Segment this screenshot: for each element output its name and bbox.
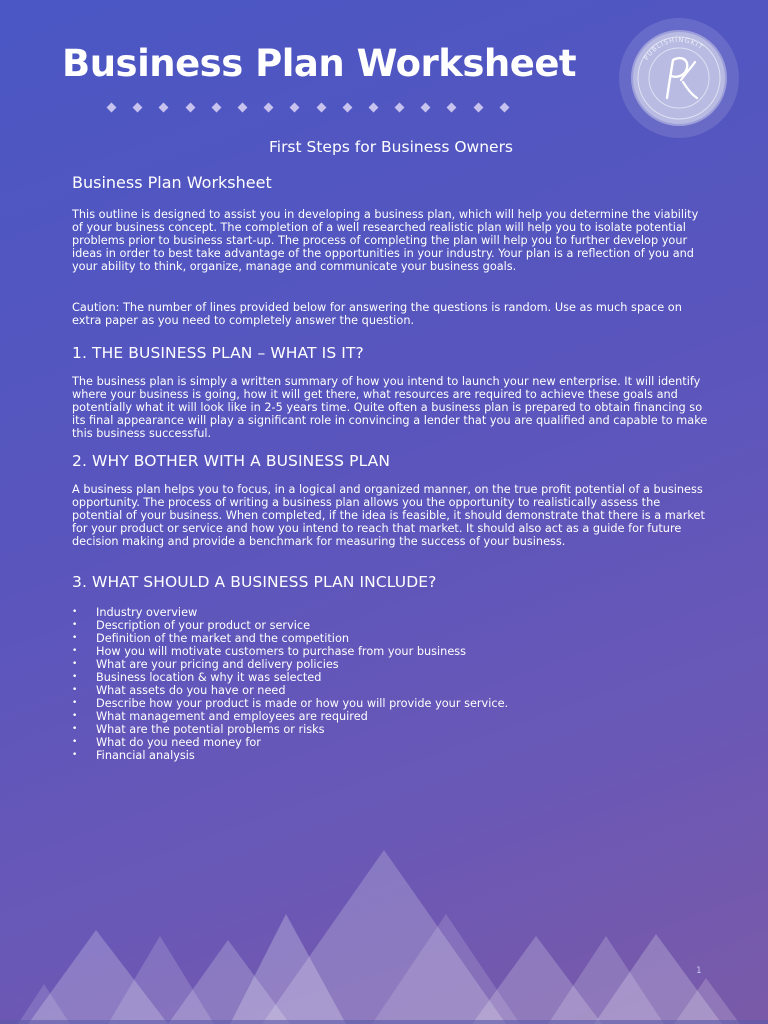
page-title: Business Plan Worksheet bbox=[62, 42, 577, 85]
diamond-divider bbox=[108, 101, 508, 113]
bullet-icon: • bbox=[72, 672, 78, 682]
diamond-icon bbox=[237, 102, 247, 112]
mountain-pattern bbox=[0, 844, 768, 1024]
bullet-icon: • bbox=[72, 711, 78, 721]
list-item: • Definition of the market and the competition bbox=[72, 632, 350, 645]
list-item: • What do you need money for bbox=[72, 736, 261, 749]
diamond-icon bbox=[395, 102, 405, 112]
diamond-icon bbox=[368, 102, 378, 112]
diamond-icon bbox=[133, 102, 143, 112]
list-item: • Business location & why it was selected bbox=[72, 671, 322, 684]
bullet-icon: • bbox=[72, 724, 78, 734]
bullet-icon: • bbox=[72, 607, 78, 617]
bullet-icon: • bbox=[72, 620, 78, 630]
intro-heading: Business Plan Worksheet bbox=[72, 173, 272, 192]
bullet-icon: • bbox=[72, 685, 78, 695]
bullet-icon: • bbox=[72, 659, 78, 669]
diamond-icon bbox=[159, 102, 169, 112]
caution-paragraph: Caution: The number of lines provided below for answering the questions is random. Use as much space on extra paper as you need to completely answer the question. bbox=[72, 301, 682, 327]
plan-contents-list bbox=[72, 606, 508, 762]
list-item: • Industry overview bbox=[72, 606, 198, 619]
logo-badge bbox=[633, 32, 725, 124]
diamond-icon bbox=[185, 102, 195, 112]
section-2-heading: 2. WHY BOTHER WITH A BUSINESS PLAN bbox=[72, 452, 391, 470]
diamond-icon bbox=[264, 102, 274, 112]
list-item: • Description of your product or service bbox=[72, 619, 311, 632]
section-1-heading: 1. THE BUSINESS PLAN – WHAT IS IT? bbox=[72, 344, 364, 362]
list-item: • Financial analysis bbox=[72, 749, 195, 762]
page-number: 1 bbox=[696, 966, 702, 976]
section-1-body: The business plan is simply a written summary of how you intend to launch your new enterprise. It will identify where your business is going, how it will get there, what resources are required to achieve these goals and potentially what it will look like in 2-5 years time. Quite often a business plan is prepared to obtain financing so its final appearance will play a significant role in convincing a lender that you are qualified and capable to make this business successful. bbox=[72, 375, 708, 440]
bullet-icon: • bbox=[72, 698, 78, 708]
list-item: • How you will motivate customers to purchase from your business bbox=[72, 645, 467, 658]
list-item: • What assets do you have or need bbox=[72, 684, 286, 697]
bullet-icon: • bbox=[72, 737, 78, 747]
bullet-icon: • bbox=[72, 646, 78, 656]
section-3-heading: 3. WHAT SHOULD A BUSINESS PLAN INCLUDE? bbox=[72, 573, 437, 591]
diamond-icon bbox=[107, 102, 117, 112]
page-subtitle: First Steps for Business Owners bbox=[268, 138, 514, 156]
diamond-icon bbox=[447, 102, 457, 112]
diamond-icon bbox=[499, 102, 509, 112]
section-2-body: A business plan helps you to focus, in a logical and organized manner, on the true profit potential of a business opportunity. The process of writing a business plan allows you the opportunity to realistically assess the potential of your business. When completed, if the idea is feasible, it should demonstrate that there is a market for your product or service and how you intend to reach that market. It should also act as a guide for future decision making and provide a benchmark for measuring the success of your business. bbox=[72, 483, 705, 548]
list-item: • Describe how your product is made or how you will provide your service. bbox=[72, 697, 509, 710]
logo bbox=[619, 18, 739, 138]
diamond-icon bbox=[473, 102, 483, 112]
intro-paragraph: This outline is designed to assist you in developing a business plan, which will help you determine the viability of your business concept. The completion of a well researched realistic plan will help you to isolate potential problems prior to business start-up. The process of completing the plan will help you to further develop your ideas in order to best take advantage of the opportunities in your industry. Your plan is a reflection of you and your ability to think, organize, manage and communicate your business goals. bbox=[72, 208, 699, 273]
logo-ring-text: PUBLISHINGKIT bbox=[642, 35, 706, 62]
pk-monogram-icon bbox=[633, 32, 725, 124]
diamond-icon bbox=[211, 102, 221, 112]
diamond-icon bbox=[290, 102, 300, 112]
list-item: • What are your pricing and delivery policies bbox=[72, 658, 339, 671]
diamond-icon bbox=[316, 102, 326, 112]
bullet-icon: • bbox=[72, 633, 78, 643]
diamond-icon bbox=[342, 102, 352, 112]
bullet-icon: • bbox=[72, 750, 78, 760]
diamond-icon bbox=[421, 102, 431, 112]
list-item: • What are the potential problems or risks bbox=[72, 723, 325, 736]
list-item: • What management and employees are required bbox=[72, 710, 368, 723]
